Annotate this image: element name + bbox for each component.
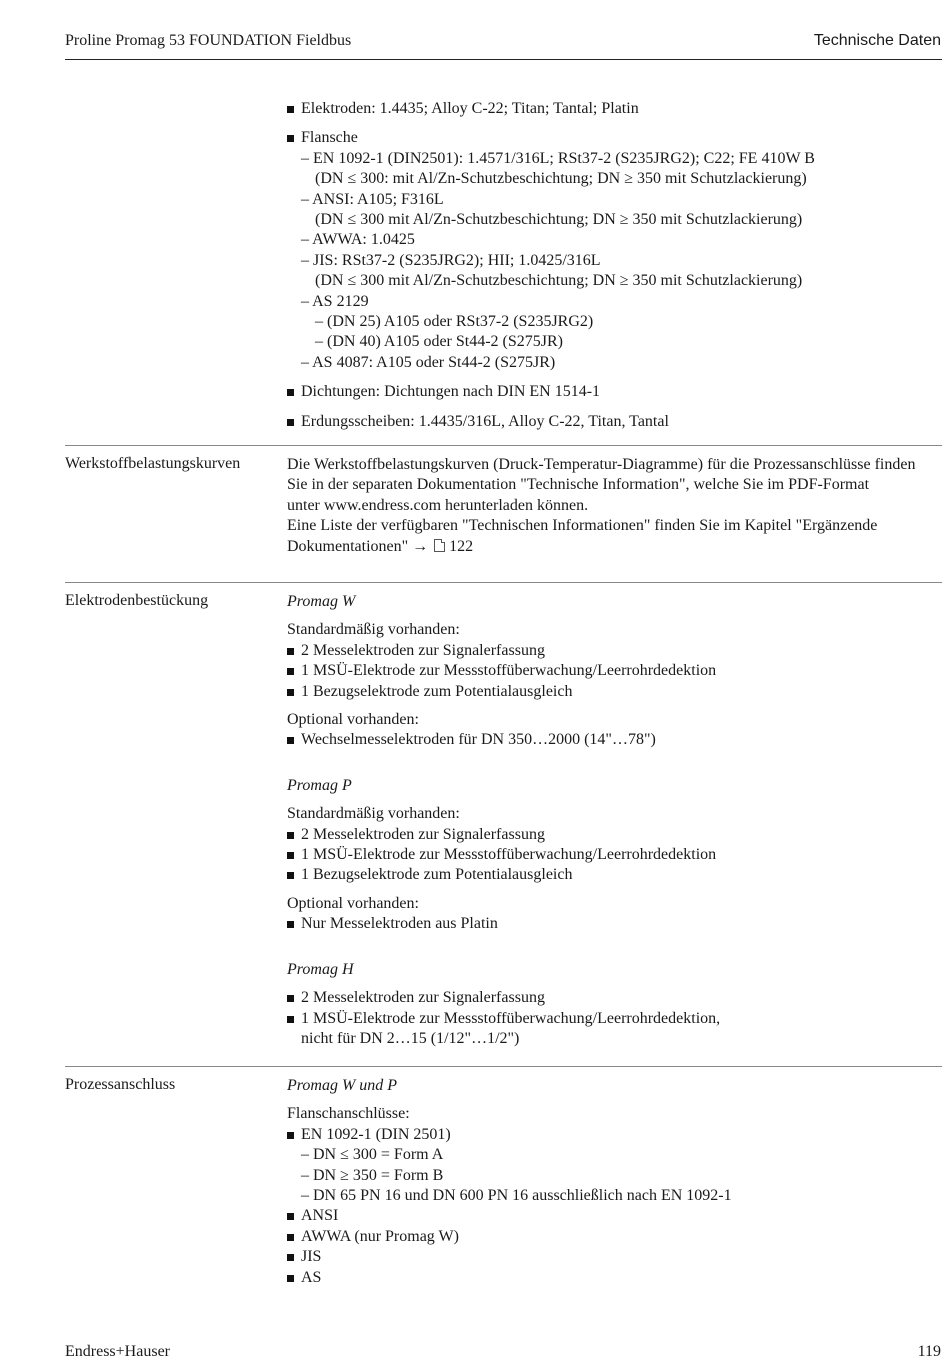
bullet-square-icon bbox=[287, 832, 294, 839]
header-document-title: Proline Promag 53 FOUNDATION Fieldbus bbox=[65, 32, 352, 49]
section-divider bbox=[65, 582, 942, 583]
section-divider bbox=[65, 1066, 942, 1067]
footer-company: Endress+Hauser bbox=[65, 1343, 170, 1360]
bullet-square-icon bbox=[287, 106, 294, 113]
list-item: EN 1092-1 (DIN 2501) bbox=[287, 1125, 942, 1145]
bullet-square-icon bbox=[287, 1016, 294, 1023]
list-item: Nur Messelektroden aus Platin bbox=[287, 914, 942, 934]
sub-list-item: – JIS: RSt37-2 (S235JRG2); HII; 1.0425/316L bbox=[301, 251, 601, 269]
list-item: 1 Bezugselektrode zum Potentialausgleich bbox=[287, 682, 942, 702]
bullet-square-icon bbox=[287, 389, 294, 396]
list-item: Wechselmesselektroden für DN 350…2000 (14"…78") bbox=[287, 730, 942, 750]
bullet-square-icon bbox=[287, 1132, 294, 1139]
list-item: JIS bbox=[287, 1247, 942, 1267]
bullet-square-icon bbox=[287, 648, 294, 655]
sub-list-note: (DN ≤ 300: mit Al/Zn-Schutzbeschichtung; DN ≥ 350 mit Schutzlackierung) bbox=[315, 170, 807, 188]
bullet-square-icon bbox=[287, 419, 294, 426]
list-item: Erdungsscheiben: 1.4435/316L, Alloy C-22, Titan, Tantal bbox=[287, 412, 942, 432]
section-label-werkstoffbelastungskurven: Werkstoffbelastungskurven bbox=[65, 455, 241, 472]
list-item: AS bbox=[287, 1268, 942, 1288]
list-item: Elektroden: 1.4435; Alloy C-22; Titan; Tantal; Platin bbox=[287, 99, 942, 119]
list-item: 2 Messelektroden zur Signalerfassung bbox=[287, 641, 942, 661]
sub-list-item: – AS 4087: A105 oder St44-2 (S275JR) bbox=[301, 353, 556, 371]
list-item: Flansche bbox=[287, 128, 942, 148]
bullet-square-icon bbox=[287, 1254, 294, 1261]
list-item: Dichtungen: Dichtungen nach DIN EN 1514-1 bbox=[287, 382, 942, 402]
list-item: 1 MSÜ-Elektrode zur Messstoffüberwachung/Leerrohrdedektion bbox=[287, 845, 942, 865]
section-label-prozessanschluss: Prozessanschluss bbox=[65, 1076, 176, 1093]
subheading-promag-w: Promag W bbox=[287, 593, 356, 610]
sub-list-note: (DN ≤ 300 mit Al/Zn-Schutzbeschichtung; DN ≥ 350 mit Schutzlackierung) bbox=[315, 272, 803, 290]
list-item: 1 MSÜ-Elektrode zur Messstoffüberwachung/Leerrohrdedektion bbox=[287, 661, 942, 681]
sub-list-item: – DN 65 PN 16 und DN 600 PN 16 ausschließlich nach EN 1092-1 bbox=[301, 1187, 732, 1205]
bullet-square-icon bbox=[287, 1234, 294, 1241]
section-label-elektrodenbestueckung: Elektrodenbestückung bbox=[65, 592, 209, 609]
section-divider bbox=[65, 445, 942, 446]
sub-list-item: – AS 2129 bbox=[301, 292, 369, 310]
bullet-square-icon bbox=[287, 1275, 294, 1282]
subheading-promag-p: Promag P bbox=[287, 776, 352, 794]
sub-sub-list-item: – (DN 40) A105 oder St44-2 (S275JR) bbox=[315, 333, 563, 351]
bullet-square-icon bbox=[287, 737, 294, 744]
page-reference-link[interactable]: 122 bbox=[449, 537, 474, 555]
sub-list-note: (DN ≤ 300 mit Al/Zn-Schutzbeschichtung; DN ≥ 350 mit Schutzlackierung) bbox=[315, 211, 803, 229]
bullet-square-icon bbox=[287, 872, 294, 879]
list-item: ANSI bbox=[287, 1206, 942, 1226]
sub-list-item: – AWWA: 1.0425 bbox=[301, 231, 415, 249]
bullet-square-icon bbox=[287, 1213, 294, 1220]
list-item: 1 Bezugselektrode zum Potentialausgleich bbox=[287, 865, 942, 885]
header-divider bbox=[65, 59, 942, 60]
bullet-square-icon bbox=[287, 689, 294, 696]
sub-sub-list-item: – (DN 25) A105 oder RSt37-2 (S235JRG2) bbox=[315, 313, 594, 331]
sub-list-item: – DN ≥ 350 = Form B bbox=[301, 1166, 444, 1184]
document-page-icon bbox=[434, 539, 445, 552]
footer-page-number: 119 bbox=[917, 1343, 941, 1360]
sub-list-item: – EN 1092-1 (DIN2501): 1.4571/316L; RSt37-2 (S235JRG2); C22; FE 410W B bbox=[301, 149, 815, 167]
bullet-square-icon bbox=[287, 668, 294, 675]
bullet-square-icon bbox=[287, 852, 294, 859]
prozess-content: Promag W und P Flanschanschlüsse: EN 1092-1 (DIN 2501) – DN ≤ 300 = Form A – DN ≥ 350 = Form B – DN 65 PN 16 und DN 600 PN 16 ausschließlich nach EN 1092-1 ANSI AWWA (nur Promag W) JIS AS bbox=[287, 1076, 942, 1288]
bullet-square-icon bbox=[287, 995, 294, 1002]
list-item: 1 MSÜ-Elektrode zur Messstoffüberwachung/Leerrohrdedektion, bbox=[287, 1009, 942, 1029]
sub-list-item: – ANSI: A105; F316L bbox=[301, 190, 444, 208]
header-chapter-title: Technische Daten bbox=[813, 32, 941, 49]
list-item: AWWA (nur Promag W) bbox=[287, 1227, 942, 1247]
werkstoff-paragraph: Die Werkstoffbelastungskurven (Druck-Temperatur-Diagramme) für die Prozessanschlüsse finden Sie in der separaten Dokumentation "Technische Information", welche Sie im PDF-Format unter www.endress.com herunterladen können. Eine Liste der verfügbaren "Technischen Informationen" finden Sie im Kapitel "Ergänzende Dokumentationen" → 122 bbox=[287, 456, 916, 555]
list-item: 2 Messelektroden zur Signalerfassung bbox=[287, 988, 942, 1008]
list-item: 2 Messelektroden zur Signalerfassung bbox=[287, 825, 942, 845]
subheading-promag-w-und-p: Promag W und P bbox=[287, 1077, 398, 1094]
elektroden-content: Promag W Standardmäßig vorhanden: 2 Messelektroden zur Signalerfassung 1 MSÜ-Elektrode zur Messstoffüberwachung/Leerrohrdedektion 1 Bezugselektrode zum Potentialausgleich Optional vorhanden: Wechselmesselektroden für DN 350…2000 (14"…78") Promag P Standardmäßig vorhanden: 2 Messelektroden zur Signalerfassung 1 MSÜ-Elektrode zur Messstoffüberwachung/Leerrohrdedektion 1 Bezugselektrode zum Potentialausgleich Optional vorhanden: Nur Messelektroden aus Platin Promag H 2 Messelektroden zur Signalerfassung 1 MSÜ-Elektrode zur Messstoffüberwachung/Leerrohrdedektion, nicht für DN 2…15 (1/12"…1/2") bbox=[287, 592, 942, 1049]
bullet-square-icon bbox=[287, 135, 294, 142]
sub-list-item: – DN ≤ 300 = Form A bbox=[301, 1146, 444, 1164]
materials-list bbox=[287, 99, 942, 432]
subheading-promag-h: Promag H bbox=[287, 960, 354, 978]
bullet-square-icon bbox=[287, 921, 294, 928]
